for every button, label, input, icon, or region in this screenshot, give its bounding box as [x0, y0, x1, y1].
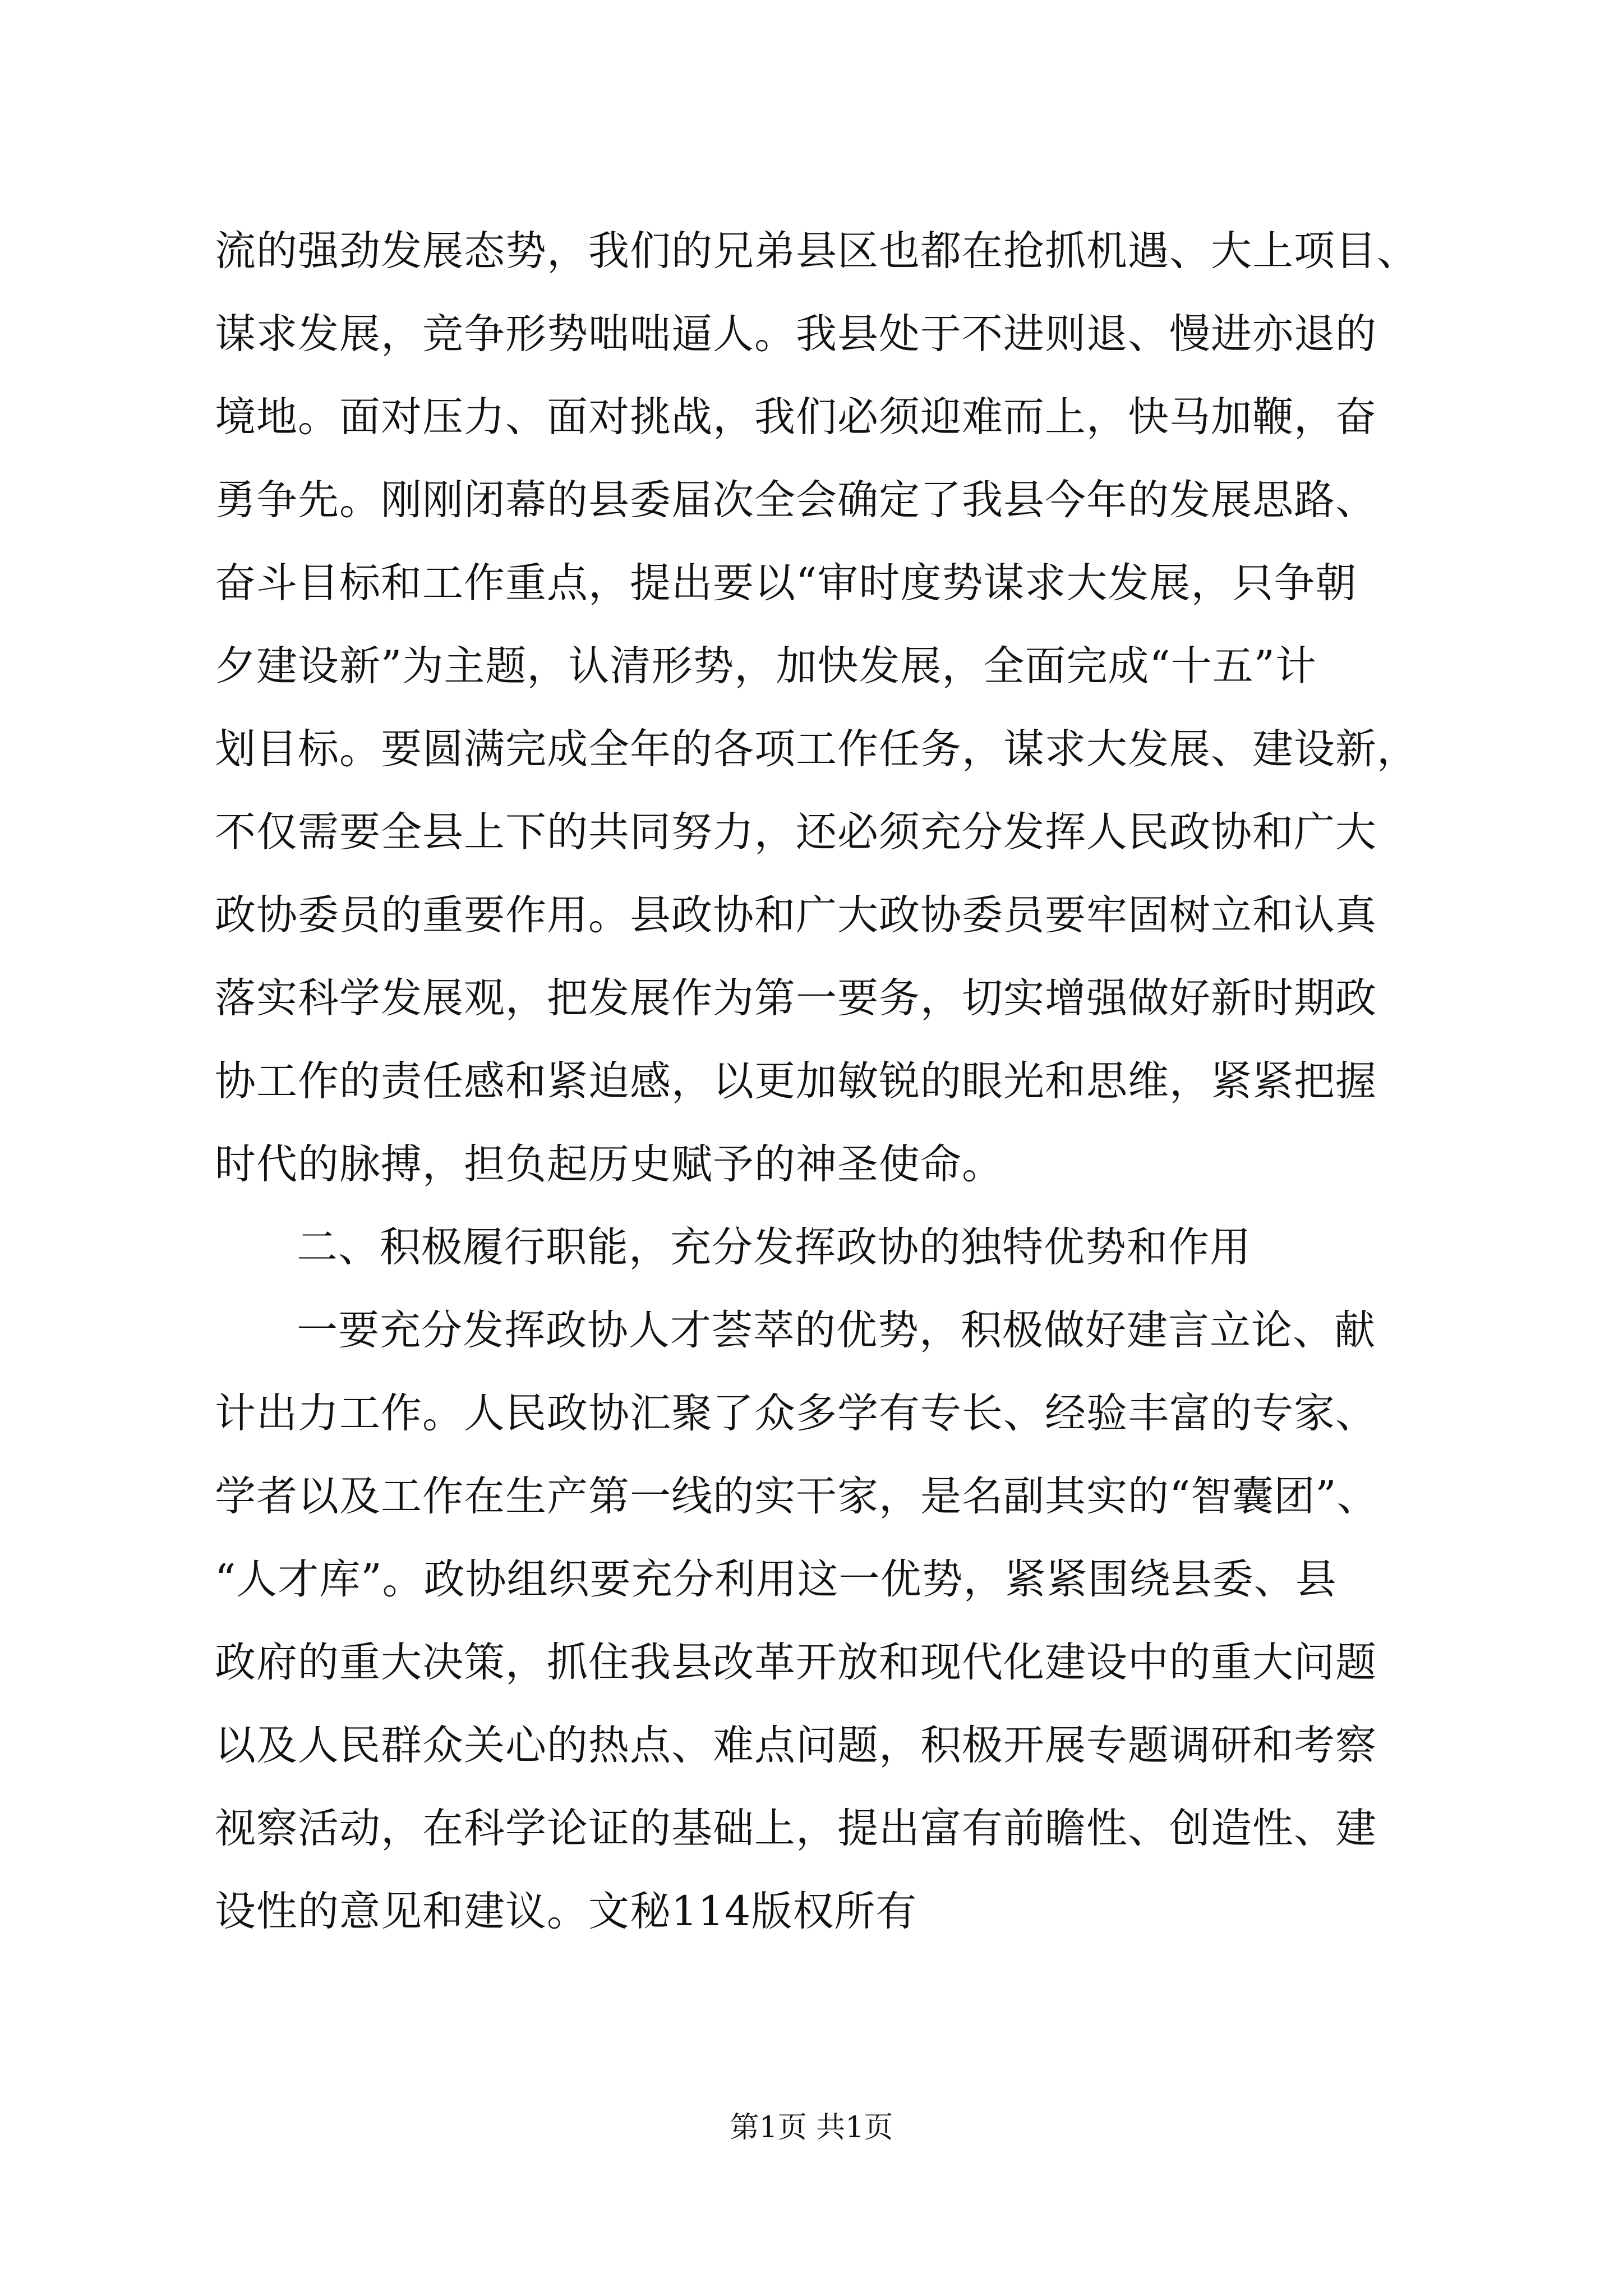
text-line: 政协委员的重要作用。县政协和广大政协委员要牢固树立和认真 — [215, 891, 1377, 939]
text-line: 不仅需要全县上下的共同努力，还必须充分发挥人民政协和广大 — [215, 808, 1377, 856]
text-line: 划目标。要圆满完成全年的各项工作任务，谋求大发展、建设新， — [215, 725, 1418, 773]
text-line: 时代的脉搏，担负起历史赋予的神圣使命。 — [215, 1140, 1003, 1188]
text-line: 协工作的责任感和紧迫感，以更加敏锐的眼光和思维，紧紧把握 — [215, 1057, 1377, 1105]
text-line: 设性的意见和建议。文秘114版权所有 — [215, 1888, 917, 1935]
text-line: 谋求发展，竞争形势咄咄逼人。我县处于不进则退、慢进亦退的 — [215, 310, 1377, 358]
text-line: 境地。面对压力、面对挑战，我们必须迎难而上，快马加鞭，奋 — [215, 393, 1377, 441]
text-line: 流的强劲发展态势，我们的兄弟县区也都在抢抓机遇、大上项目、 — [215, 227, 1418, 275]
text-line: 视察活动，在科学论证的基础上，提出富有前瞻性、创造性、建 — [215, 1805, 1377, 1852]
page-number-footer: 第1页 共1页 — [730, 2111, 893, 2145]
text-line: 政府的重大决策，抓住我县改革开放和现代化建设中的重大问题 — [215, 1639, 1377, 1686]
text-line: 勇争先。刚刚闭幕的县委届次全会确定了我县今年的发展思路、 — [215, 476, 1377, 524]
section-heading: 二、积极履行职能，充分发挥政协的独特优势和作用 — [297, 1223, 1251, 1271]
text-line: 以及人民群众关心的热点、难点问题，积极开展专题调研和考察 — [215, 1722, 1377, 1769]
text-line: 奋斗目标和工作重点，提出要以“审时度势谋求大发展，只争朝 — [215, 559, 1357, 607]
text-line: 夕建设新”为主题，认清形势，加快发展，全面完成“十五”计 — [215, 642, 1317, 690]
paragraph-first-line: 一要充分发挥政协人才荟萃的优势，积极做好建言立论、献 — [297, 1306, 1376, 1354]
text-line: 计出力工作。人民政协汇聚了众多学有专长、经验丰富的专家、 — [215, 1389, 1377, 1437]
text-line: 落实科学发展观，把发展作为第一要务，切实增强做好新时期政 — [215, 974, 1377, 1022]
text-line: “人才库”。政协组织要充分利用这一优势，紧紧围绕县委、县 — [215, 1556, 1337, 1603]
text-line: 学者以及工作在生产第一线的实干家，是名副其实的“智囊团”、 — [215, 1473, 1378, 1520]
